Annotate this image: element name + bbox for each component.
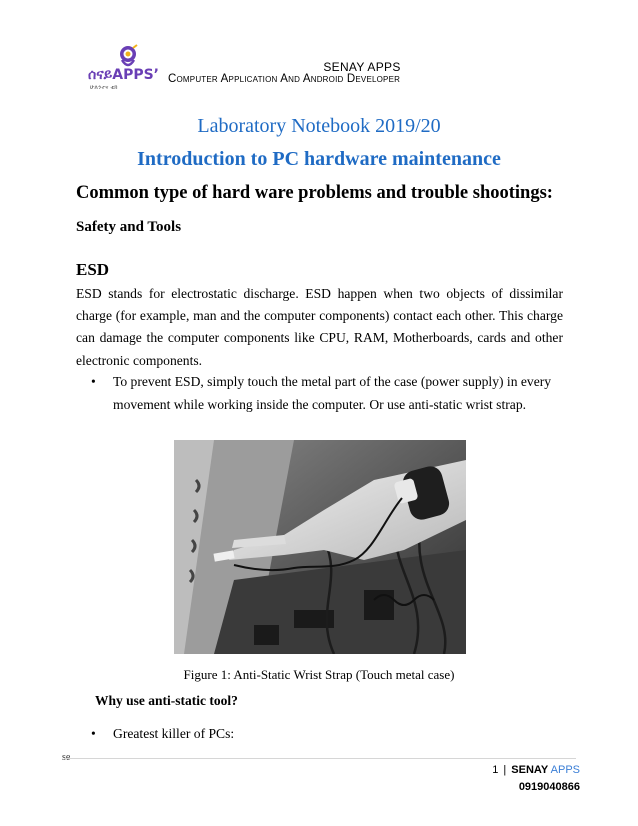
- footer-brand-accent: APPS: [550, 764, 580, 776]
- header-app-name: SENAY APPS: [323, 60, 401, 74]
- page-footer: [470, 762, 580, 796]
- subsection-heading: Safety and Tools: [76, 219, 182, 235]
- esd-heading: ESD: [76, 260, 110, 279]
- section-heading: Common type of hard ware problems and trouble shootings:: [76, 183, 553, 203]
- bullet-text: To prevent ESD, simply touch the metal part of the case (power supply) in every movement while working inside the computer. Or use anti-static wrist strap.: [113, 374, 552, 412]
- why-heading: Why use anti-static tool?: [95, 693, 238, 708]
- footer-separator: |: [503, 764, 507, 776]
- page-title: Laboratory Notebook 2019/20: [197, 115, 441, 137]
- logo-text: ሰናይAPPS’: [88, 67, 160, 83]
- bullet-text: Greatest killer of PCs:: [113, 726, 235, 741]
- footer-divider: [64, 758, 576, 759]
- header-subtitle: Computer Application And Android Developer: [168, 73, 401, 85]
- footer-brand: SENAY: [511, 764, 549, 776]
- esd-paragraph: ESD stands for electrostatic discharge. ESD happen when two objects of dissimilar charge (for example, man and the computer components) contact each other. This charge can damage the computer components like CPU, RAM, Motherboards, cards and other electronic components.: [76, 286, 563, 368]
- figure-caption: Figure 1: Anti-Static Wrist Strap (Touch metal case): [183, 667, 455, 682]
- footer-left-mark: se: [62, 752, 71, 763]
- wrist-strap-photo: [174, 440, 466, 654]
- senay-apps-logo: [88, 44, 168, 96]
- bullet-icon: •: [91, 726, 96, 741]
- bullet-icon: •: [91, 374, 96, 389]
- logo-tagline: ሁለንተና ቴክ: [90, 84, 118, 91]
- page-number: 1: [492, 764, 499, 776]
- page-subtitle: Introduction to PC hardware maintenance: [137, 148, 501, 170]
- footer-phone: 0919040866: [518, 781, 580, 793]
